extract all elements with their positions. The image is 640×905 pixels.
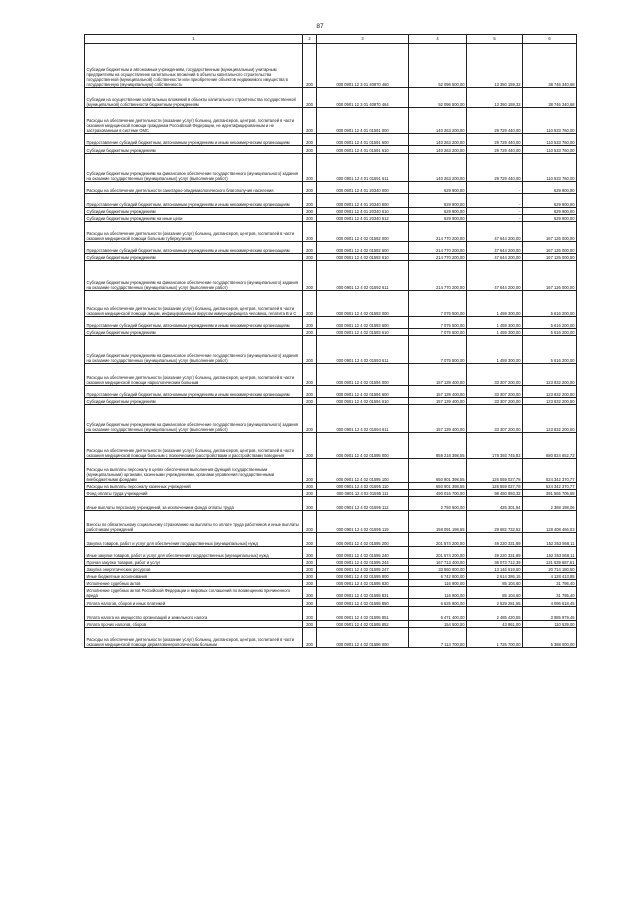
row-classification-code: 000 0901 12 4 02 01595 000 xyxy=(317,433,409,459)
row-admin-code: 200 xyxy=(303,599,317,607)
page-number: 87 xyxy=(316,23,324,30)
row-approved-amount: 6 625 900,00 xyxy=(409,599,467,607)
row-admin-code: 200 xyxy=(303,194,317,208)
table-row xyxy=(85,547,577,559)
row-classification-code: 000 0901 12 4 02 01595 100 xyxy=(317,459,409,483)
row-name: Субсидии бюджетным и автономным учреждениям, государственным (муниципальным) унитарным предприятиям на осуществление капитальных вложений в объекты капитального строительства государственной (муниципальной) собственности или приобретение объектов недвижимого имущества в государственную (муниципальную) собственность xyxy=(85,44,303,88)
row-executed-amount: 49 220 331,89 xyxy=(467,533,523,547)
table-row xyxy=(85,88,577,108)
row-name: Фонд оплаты труда учреждений xyxy=(85,490,303,497)
row-classification-code: 000 0901 12 4 02 01595 850 xyxy=(317,599,409,607)
row-approved-amount: 201 574 200,00 xyxy=(409,547,467,559)
table-row xyxy=(85,329,577,336)
row-classification-code: 000 0901 12 4 02 01595 112 xyxy=(317,497,409,511)
row-approved-amount: 6 742 800,00 xyxy=(409,573,467,580)
table-row xyxy=(85,433,577,459)
row-executed-amount: 13 146 619,50 xyxy=(467,566,523,573)
row-remaining-amount: 680 824 652,73 xyxy=(523,433,577,459)
row-remaining-amount: 110 533 760,00 xyxy=(523,108,577,134)
header-cell: 5 xyxy=(467,35,523,44)
row-name: Предоставление субсидий бюджетным, автономным учреждениям и иным некоммерческим организациям xyxy=(85,242,303,254)
row-admin-code: 200 xyxy=(303,154,317,182)
row-classification-code: 000 0901 12 4 02 01593 600 xyxy=(317,317,409,329)
row-name: Взносы по обязательному социальному страхованию на выплаты по оплате труда работников и иные выплаты работникам учреждений xyxy=(85,511,303,533)
row-executed-amount: 36 073 712,39 xyxy=(467,559,523,566)
row-executed-amount: 47 644 200,00 xyxy=(467,254,523,261)
row-admin-code: 200 xyxy=(303,573,317,580)
row-remaining-amount: 123 832 200,00 xyxy=(523,386,577,398)
row-classification-code: 000 0901 12 4 02 01592 000 xyxy=(317,222,409,242)
row-name: Исполнение судебных актов Российской Федерации и мировых соглашений по возмещению причиненного вреда xyxy=(85,587,303,599)
row-executed-amount: - xyxy=(467,208,523,215)
table-row xyxy=(85,497,577,511)
row-classification-code: 000 0901 12 4 02 01595 110 xyxy=(317,483,409,490)
row-admin-code: 200 xyxy=(303,459,317,483)
row-name: Иные бюджетные ассигнования xyxy=(85,573,303,580)
table-row xyxy=(85,108,577,134)
row-approved-amount: 140 263 200,00 xyxy=(409,134,467,146)
row-approved-amount: 629 900,00 xyxy=(409,194,467,208)
row-admin-code: 200 xyxy=(303,511,317,533)
row-classification-code: 000 0901 12 4 02 01593 611 xyxy=(317,336,409,364)
row-name: Уплата налога на имущество организаций и земельного налога xyxy=(85,607,303,621)
table-row xyxy=(85,459,577,483)
row-admin-code: 200 xyxy=(303,386,317,398)
row-admin-code: 200 xyxy=(303,497,317,511)
row-name: Субсидии бюджетным учреждениям xyxy=(85,146,303,154)
row-classification-code: 000 0901 12 4 02 01595 800 xyxy=(317,573,409,580)
table-row xyxy=(85,483,577,490)
row-name: Расходы на обеспечение деятельности (оказание услуг) больниц, диспансеров, центров, госпиталей в части оказания медицинской помощи дерматовенерологическим больным xyxy=(85,628,303,648)
table-row xyxy=(85,261,577,291)
row-name: Уплата налогов, сборов и иных платежей xyxy=(85,599,303,607)
row-executed-amount: 178 393 745,82 xyxy=(467,433,523,459)
row-classification-code: 000 0901 12 4 02 01595 247 xyxy=(317,566,409,573)
row-admin-code: 200 xyxy=(303,566,317,573)
row-admin-code: 200 xyxy=(303,88,317,108)
row-admin-code: 200 xyxy=(303,254,317,261)
row-executed-amount: 29 729 440,00 xyxy=(467,154,523,182)
row-name: Расходы на обеспечение деятельности (оказание услуг) больниц, диспансеров, центров, госпиталей в части оказания медицинской помощи гражданам Российской Федерации, не идентифицированным и не застрахованным в системе ОМС xyxy=(85,108,303,134)
row-executed-amount: - xyxy=(467,182,523,194)
row-classification-code: 000 0901 12 4 02 01593 000 xyxy=(317,291,409,317)
row-name: Субсидии бюджетным учреждениям на финансовое обеспечение государственного (муниципального) задания на оказание государственных (муниципальных) услуг (выполнение работ) xyxy=(85,405,303,433)
row-admin-code: 200 xyxy=(303,242,317,254)
row-name: Прочая закупка товаров, работ и услуг xyxy=(85,559,303,566)
row-admin-code: 200 xyxy=(303,559,317,566)
row-remaining-amount: 5 616 200,00 xyxy=(523,291,577,317)
row-admin-code: 200 xyxy=(303,587,317,599)
row-executed-amount: 47 644 200,00 xyxy=(467,222,523,242)
row-classification-code: 000 0901 12 4 01 20340 600 xyxy=(317,194,409,208)
row-classification-code: 000 0901 12 4 01 01591 610 xyxy=(317,146,409,154)
header-cell: 6 xyxy=(523,35,577,44)
table-row xyxy=(85,317,577,329)
row-name: Уплата прочих налогов, сборов xyxy=(85,621,303,628)
row-approved-amount: 33 860 800,00 xyxy=(409,566,467,573)
row-remaining-amount: 123 832 200,00 xyxy=(523,398,577,405)
row-executed-amount: 2 529 281,55 xyxy=(467,599,523,607)
row-name: Предоставление субсидий бюджетным, автономным учреждениям и иным некоммерческим организациям xyxy=(85,386,303,398)
row-remaining-amount: 123 832 200,00 xyxy=(523,405,577,433)
table-row xyxy=(85,607,577,621)
row-classification-code: 000 0901 12 4 01 20340 000 xyxy=(317,182,409,194)
row-name: Предоставление субсидий бюджетным, автономным учреждениям и иным некоммерческим организациям xyxy=(85,194,303,208)
row-approved-amount: 157 139 400,00 xyxy=(409,405,467,433)
row-remaining-amount: 167 126 000,00 xyxy=(523,261,577,291)
header-cell: 1 xyxy=(85,35,303,44)
row-remaining-amount: 110 533 760,00 xyxy=(523,154,577,182)
row-executed-amount: 85 104,60 xyxy=(467,580,523,587)
row-name: Субсидии бюджетным учреждениям на финансовое обеспечение государственного (муниципального) задания на оказание государственных (муниципальных) услуг (выполнение работ) xyxy=(85,154,303,182)
row-approved-amount: 140 263 200,00 xyxy=(409,146,467,154)
row-remaining-amount: 5 616 200,00 xyxy=(523,329,577,336)
header-cell: 2 xyxy=(303,35,317,44)
row-executed-amount: 33 307 200,00 xyxy=(467,398,523,405)
row-admin-code: 200 xyxy=(303,336,317,364)
row-classification-code: 000 0901 12 4 02 01595 830 xyxy=(317,580,409,587)
table-row xyxy=(85,533,577,547)
row-approved-amount: 490 016 700,00 xyxy=(409,490,467,497)
row-remaining-amount: 629 900,00 xyxy=(523,194,577,208)
row-remaining-amount: 131 639 687,61 xyxy=(523,559,577,566)
table-row xyxy=(85,194,577,208)
row-admin-code: 200 xyxy=(303,134,317,146)
row-remaining-amount: 152 353 868,11 xyxy=(523,533,577,547)
table-header-row xyxy=(85,35,577,44)
row-executed-amount: 2 485 420,55 xyxy=(467,607,523,621)
row-classification-code: 000 0901 12 4 01 01591 600 xyxy=(317,134,409,146)
row-name: Расходы на обеспечение деятельности (оказание услуг) больниц, диспансеров, центров, госпиталей в части оказания медицинской помощи больным с психическими расстройствами и расстройствами поведения xyxy=(85,433,303,459)
row-admin-code: 200 xyxy=(303,533,317,547)
header-cell: 4 xyxy=(409,35,467,44)
row-remaining-amount: 38 746 340,68 xyxy=(523,44,577,88)
row-approved-amount: 7 075 500,00 xyxy=(409,329,467,336)
row-classification-code: 000 0901 12 4 02 01595 240 xyxy=(317,547,409,559)
row-remaining-amount: 5 616 200,00 xyxy=(523,317,577,329)
row-classification-code: 000 0901 12 4 02 01592 600 xyxy=(317,242,409,254)
row-remaining-amount: 31 795,40 xyxy=(523,580,577,587)
row-remaining-amount: 123 832 200,00 xyxy=(523,364,577,386)
row-name: Предоставление субсидий бюджетным, автономным учреждениям и иным некоммерческим организациям xyxy=(85,134,303,146)
table-row xyxy=(85,291,577,317)
row-admin-code: 200 xyxy=(303,405,317,433)
table-row xyxy=(85,44,577,88)
row-admin-code: 200 xyxy=(303,621,317,628)
table-row xyxy=(85,621,577,628)
row-remaining-amount: 629 900,00 xyxy=(523,215,577,222)
row-classification-code: 000 0901 12 4 01 20340 610 xyxy=(317,208,409,215)
row-approved-amount: 214 770 200,00 xyxy=(409,254,467,261)
table-row xyxy=(85,587,577,599)
row-executed-amount: 1 459 300,00 xyxy=(467,336,523,364)
row-approved-amount: 7 075 500,00 xyxy=(409,317,467,329)
row-approved-amount: 116 900,00 xyxy=(409,587,467,599)
table-row xyxy=(85,364,577,386)
table-row xyxy=(85,386,577,398)
row-admin-code: 200 xyxy=(303,44,317,88)
row-approved-amount: 650 901 398,55 xyxy=(409,483,467,490)
table-row xyxy=(85,222,577,242)
table-row xyxy=(85,628,577,648)
row-name: Расходы на обеспечение деятельности (оказание услуг) больниц, диспансеров, центров, госпиталей в части оказания медицинской помощи больным туберкулезом xyxy=(85,222,303,242)
row-executed-amount: 29 729 440,00 xyxy=(467,146,523,154)
row-classification-code: 000 0901 12 3 01 40870 460 xyxy=(317,44,409,88)
row-approved-amount: 7 113 700,00 xyxy=(409,628,467,648)
row-executed-amount: 1 459 300,00 xyxy=(467,329,523,336)
row-remaining-amount: 524 342 370,77 xyxy=(523,459,577,483)
row-admin-code: 200 xyxy=(303,607,317,621)
table-row xyxy=(85,599,577,607)
table-row xyxy=(85,208,577,215)
row-approved-amount: 116 900,00 xyxy=(409,580,467,587)
row-classification-code: 000 0901 12 4 02 01595 244 xyxy=(317,559,409,566)
row-admin-code: 200 xyxy=(303,628,317,648)
row-name: Субсидии бюджетным учреждениям xyxy=(85,329,303,336)
row-executed-amount: 33 307 200,00 xyxy=(467,386,523,398)
row-remaining-amount: 110 533 760,00 xyxy=(523,146,577,154)
row-executed-amount: 1 459 300,00 xyxy=(467,317,523,329)
row-approved-amount: 154 500,00 xyxy=(409,621,467,628)
row-executed-amount: 29 682 732,52 xyxy=(467,511,523,533)
row-remaining-amount: 3 985 979,45 xyxy=(523,607,577,621)
row-name: Субсидии на осуществление капитальных вложений в объекты капитального строительства государственной (муниципальной) собственности бюджетным учреждениям xyxy=(85,88,303,108)
row-name: Расходы на выплаты персоналу в целях обеспечения выполнения функций государственными (муниципальными) органами, казенными учреждениями, органами управления государственными внебюджетными фондами xyxy=(85,459,303,483)
row-approved-amount: 140 263 200,00 xyxy=(409,108,467,134)
row-admin-code: 200 xyxy=(303,182,317,194)
row-classification-code: 000 0901 12 4 02 01594 610 xyxy=(317,398,409,405)
row-classification-code: 000 0901 12 4 01 20340 612 xyxy=(317,215,409,222)
row-name: Расходы на обеспечение деятельности санитарно-эпидемиологического благополучия населения xyxy=(85,182,303,194)
table-row xyxy=(85,242,577,254)
row-executed-amount: 47 644 200,00 xyxy=(467,261,523,291)
row-remaining-amount: 2 368 198,06 xyxy=(523,497,577,511)
row-name: Иные закупки товаров, работ и услуг для обеспечения государственных (муниципальных) нужд xyxy=(85,547,303,559)
row-name: Иные выплаты персоналу учреждений, за исключением фонда оплаты труда xyxy=(85,497,303,511)
row-approved-amount: 650 901 398,55 xyxy=(409,459,467,483)
row-executed-amount: 33 307 200,00 xyxy=(467,405,523,433)
row-executed-amount: 98 450 993,32 xyxy=(467,490,523,497)
row-classification-code: 000 0901 12 4 02 01594 600 xyxy=(317,386,409,398)
row-name: Закупка энергетических ресурсов xyxy=(85,566,303,573)
table-row xyxy=(85,580,577,587)
table-row xyxy=(85,511,577,533)
row-remaining-amount: 4 128 413,85 xyxy=(523,573,577,580)
row-remaining-amount: 4 096 618,45 xyxy=(523,599,577,607)
row-remaining-amount: 128 408 466,03 xyxy=(523,511,577,533)
row-admin-code: 200 xyxy=(303,215,317,222)
row-remaining-amount: 38 746 340,68 xyxy=(523,88,577,108)
table-row xyxy=(85,336,577,364)
table-row xyxy=(85,490,577,497)
row-approved-amount: 158 091 198,55 xyxy=(409,511,467,533)
row-admin-code: 200 xyxy=(303,317,317,329)
row-remaining-amount: 110 639,00 xyxy=(523,621,577,628)
row-approved-amount: 157 139 400,00 xyxy=(409,386,467,398)
row-approved-amount: 214 770 200,00 xyxy=(409,261,467,291)
row-classification-code: 000 0901 12 4 02 01595 200 xyxy=(317,533,409,547)
row-approved-amount: 140 263 200,00 xyxy=(409,154,467,182)
row-name: Предоставление субсидий бюджетным, автономным учреждениям и иным некоммерческим организациям xyxy=(85,317,303,329)
table-row xyxy=(85,134,577,146)
row-classification-code: 000 0901 12 4 02 01594 000 xyxy=(317,364,409,386)
row-admin-code: 200 xyxy=(303,222,317,242)
table-row xyxy=(85,405,577,433)
row-admin-code: 200 xyxy=(303,261,317,291)
row-executed-amount: 425 301,94 xyxy=(467,497,523,511)
row-remaining-amount: 20 714 180,50 xyxy=(523,566,577,573)
row-name: Субсидии бюджетным учреждениям xyxy=(85,208,303,215)
row-remaining-amount: 5 616 200,00 xyxy=(523,336,577,364)
row-remaining-amount: 152 353 868,11 xyxy=(523,547,577,559)
row-classification-code: 000 0901 12 4 01 01591 611 xyxy=(317,154,409,182)
row-classification-code: 000 0901 12 4 02 01595 111 xyxy=(317,490,409,497)
table-row xyxy=(85,573,577,580)
row-name: Субсидии бюджетным учреждениям xyxy=(85,254,303,261)
row-remaining-amount: 110 533 760,00 xyxy=(523,134,577,146)
row-approved-amount: 52 096 500,00 xyxy=(409,88,467,108)
row-remaining-amount: 629 900,00 xyxy=(523,182,577,194)
row-name: Исполнение судебных актов xyxy=(85,580,303,587)
row-remaining-amount: 629 900,00 xyxy=(523,208,577,215)
table-row xyxy=(85,154,577,182)
row-executed-amount: 13 350 159,32 xyxy=(467,88,523,108)
row-executed-amount: 47 644 200,00 xyxy=(467,242,523,254)
header-cell: 3 xyxy=(317,35,409,44)
table-row xyxy=(85,254,577,261)
row-classification-code: 000 0901 12 4 02 01596 000 xyxy=(317,628,409,648)
row-classification-code: 000 0901 12 4 02 01595 851 xyxy=(317,607,409,621)
row-executed-amount: - xyxy=(467,215,523,222)
row-executed-amount: 1 725 700,00 xyxy=(467,628,523,648)
row-admin-code: 200 xyxy=(303,547,317,559)
row-remaining-amount: 167 126 000,00 xyxy=(523,222,577,242)
row-remaining-amount: 391 565 706,68 xyxy=(523,490,577,497)
row-approved-amount: 7 075 500,00 xyxy=(409,336,467,364)
row-executed-amount: 126 559 027,78 xyxy=(467,483,523,490)
row-admin-code: 200 xyxy=(303,208,317,215)
row-remaining-amount: 5 388 000,00 xyxy=(523,628,577,648)
row-classification-code: 000 0901 12 4 02 01594 611 xyxy=(317,405,409,433)
row-executed-amount: 126 559 027,78 xyxy=(467,459,523,483)
row-admin-code: 200 xyxy=(303,398,317,405)
row-executed-amount: 13 350 159,32 xyxy=(467,44,523,88)
table-row xyxy=(85,559,577,566)
row-executed-amount: 1 459 300,00 xyxy=(467,291,523,317)
row-executed-amount: 49 220 331,89 xyxy=(467,547,523,559)
row-remaining-amount: 167 126 000,00 xyxy=(523,254,577,261)
table-row xyxy=(85,398,577,405)
row-executed-amount: 33 307 200,00 xyxy=(467,364,523,386)
table-row xyxy=(85,146,577,154)
row-admin-code: 200 xyxy=(303,433,317,459)
row-admin-code: 200 xyxy=(303,291,317,317)
row-approved-amount: 214 770 200,00 xyxy=(409,222,467,242)
row-approved-amount: 6 471 400,00 xyxy=(409,607,467,621)
row-executed-amount: 43 861,00 xyxy=(467,621,523,628)
row-approved-amount: 2 793 500,00 xyxy=(409,497,467,511)
row-remaining-amount: 524 342 370,77 xyxy=(523,483,577,490)
row-approved-amount: 859 218 398,55 xyxy=(409,433,467,459)
row-name: Субсидии бюджетным учреждениям на финансовое обеспечение государственного (муниципального) задания на оказание государственных (муниципальных) услуг (выполнение работ) xyxy=(85,336,303,364)
row-classification-code: 000 0901 12 4 01 01591 000 xyxy=(317,108,409,134)
row-approved-amount: 629 900,00 xyxy=(409,208,467,215)
row-classification-code: 000 0901 12 4 02 01592 610 xyxy=(317,254,409,261)
row-admin-code: 200 xyxy=(303,329,317,336)
table-row xyxy=(85,215,577,222)
row-approved-amount: 629 900,00 xyxy=(409,215,467,222)
row-remaining-amount: 167 126 000,00 xyxy=(523,242,577,254)
row-name: Субсидии бюджетным учреждениям xyxy=(85,398,303,405)
row-name: Расходы на обеспечение деятельности (оказание услуг) больниц, диспансеров, центров, госпиталей в части оказания медицинской помощи лицам, инфицированным вирусом иммунодефицита человека, гепатита В и С xyxy=(85,291,303,317)
row-approved-amount: 157 139 400,00 xyxy=(409,398,467,405)
row-name: Субсидии бюджетным учреждениям на иные цели xyxy=(85,215,303,222)
row-executed-amount: 85 104,60 xyxy=(467,587,523,599)
row-admin-code: 200 xyxy=(303,490,317,497)
row-name: Субсидии бюджетным учреждениям на финансовое обеспечение государственного (муниципального) задания на оказание государственных (муниципальных) услуг (выполнение работ) xyxy=(85,261,303,291)
row-classification-code: 000 0901 12 4 02 01592 611 xyxy=(317,261,409,291)
budget-table xyxy=(84,34,577,648)
row-approved-amount: 201 574 200,00 xyxy=(409,533,467,547)
row-executed-amount: 29 729 440,00 xyxy=(467,134,523,146)
row-approved-amount: 167 713 400,00 xyxy=(409,559,467,566)
row-name: Расходы на выплаты персоналу казенных учреждений xyxy=(85,483,303,490)
row-remaining-amount: 31 795,40 xyxy=(523,587,577,599)
row-admin-code: 200 xyxy=(303,108,317,134)
table-row xyxy=(85,182,577,194)
row-classification-code: 000 0901 12 4 02 01595 852 xyxy=(317,621,409,628)
row-classification-code: 000 0901 12 3 01 40870 464 xyxy=(317,88,409,108)
row-approved-amount: 52 096 500,00 xyxy=(409,44,467,88)
row-executed-amount: 2 614 386,15 xyxy=(467,573,523,580)
row-executed-amount: - xyxy=(467,194,523,208)
row-approved-amount: 157 139 400,00 xyxy=(409,364,467,386)
row-admin-code: 200 xyxy=(303,483,317,490)
row-classification-code: 000 0901 12 4 02 01595 119 xyxy=(317,511,409,533)
row-name: Расходы на обеспечение деятельности (оказание услуг) больниц, диспансеров, центров, госпиталей в части оказания медицинской помощи наркологическим больным xyxy=(85,364,303,386)
row-classification-code: 000 0901 12 4 02 01593 610 xyxy=(317,329,409,336)
row-name: Закупка товаров, работ и услуг для обеспечения государственных (муниципальных) нужд xyxy=(85,533,303,547)
row-admin-code: 200 xyxy=(303,580,317,587)
table-row xyxy=(85,566,577,573)
row-classification-code: 000 0901 12 4 02 01595 831 xyxy=(317,587,409,599)
row-admin-code: 200 xyxy=(303,146,317,154)
row-executed-amount: 29 729 440,00 xyxy=(467,108,523,134)
row-approved-amount: 629 900,00 xyxy=(409,182,467,194)
row-approved-amount: 7 075 500,00 xyxy=(409,291,467,317)
row-admin-code: 200 xyxy=(303,364,317,386)
row-approved-amount: 214 770 200,00 xyxy=(409,242,467,254)
